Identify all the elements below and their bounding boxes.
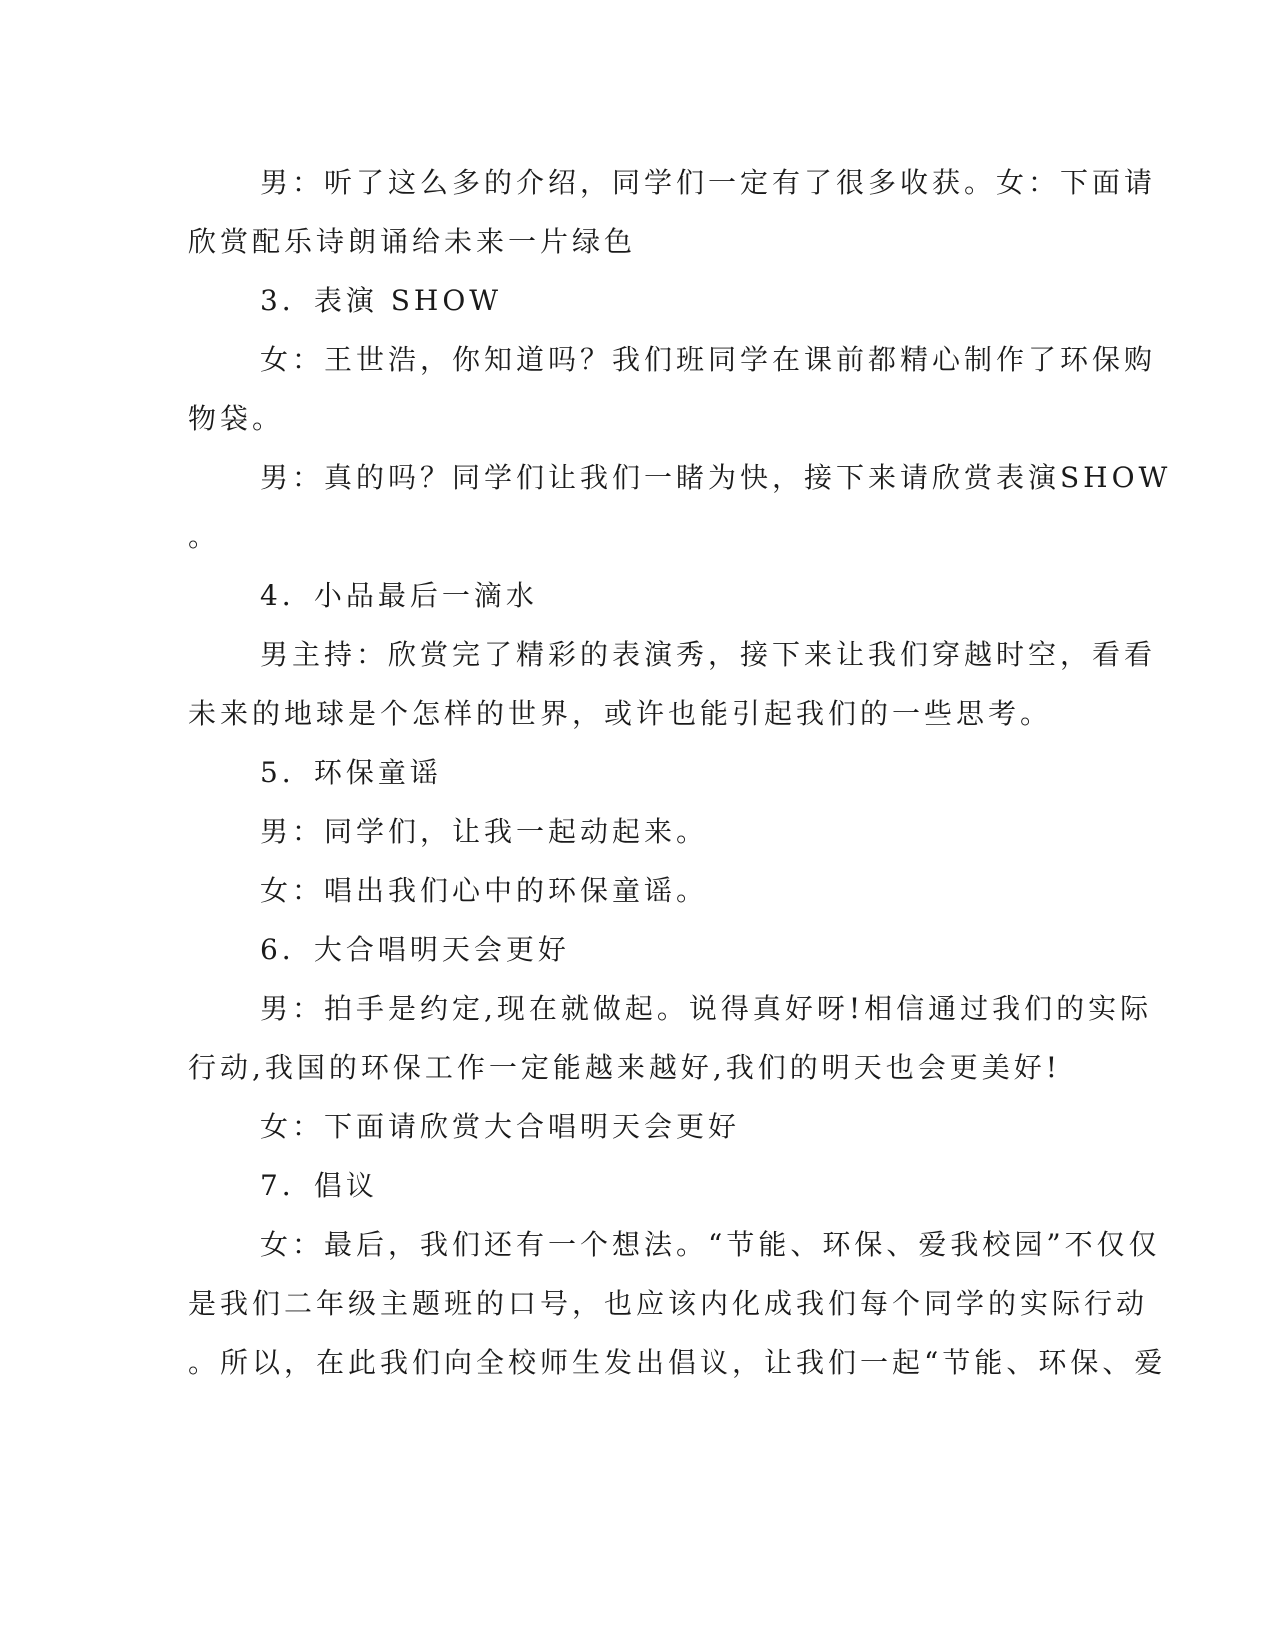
paragraph-line: 男：同学们，让我一起动起来。 <box>260 815 709 848</box>
paragraph-line: 男主持：欣赏完了精彩的表演秀，接下来让我们穿越时空，看看 <box>260 638 1157 671</box>
section-heading: 7．倡议 <box>260 1169 378 1202</box>
section-heading: 5．环保童谣 <box>260 756 442 789</box>
paragraph-line: 男：拍手是约定,现在就做起。说得真好呀!相信通过我们的实际 <box>260 992 1153 1025</box>
paragraph-line: 女：唱出我们心中的环保童谣。 <box>260 874 709 907</box>
paragraph-line: 未来的地球是个怎样的世界，或许也能引起我们的一些思考。 <box>188 697 1053 730</box>
paragraph-line: 。 <box>188 520 221 553</box>
paragraph-line: 女：下面请欣赏大合唱明天会更好 <box>260 1110 741 1143</box>
paragraph-line: 男：真的吗？同学们让我们一睹为快，接下来请欣赏表演SHOW <box>260 461 1172 494</box>
paragraph-line: 。所以，在此我们向全校师生发出倡议，让我们一起“节能、环保、爱 <box>188 1346 1167 1379</box>
section-heading: 3．表演 SHOW <box>260 284 503 317</box>
section-heading: 4．小品最后一滴水 <box>260 579 538 612</box>
paragraph-line: 女：王世浩，你知道吗？我们班同学在课前都精心制作了环保购 <box>260 343 1157 376</box>
paragraph-line: 男：听了这么多的介绍，同学们一定有了很多收获。女：下面请 <box>260 166 1157 199</box>
paragraph-line: 物袋。 <box>188 402 285 435</box>
paragraph-line: 女：最后，我们还有一个想法。“节能、环保、爱我校园”不仅仅 <box>260 1228 1161 1261</box>
paragraph-line: 行动,我国的环保工作一定能越来越好,我们的明天也会更美好! <box>188 1051 1062 1084</box>
section-heading: 6．大合唱明天会更好 <box>260 933 570 966</box>
paragraph-line: 欣赏配乐诗朗诵给未来一片绿色 <box>188 225 637 258</box>
paragraph-line: 是我们二年级主题班的口号，也应该内化成我们每个同学的实际行动 <box>188 1287 1149 1320</box>
